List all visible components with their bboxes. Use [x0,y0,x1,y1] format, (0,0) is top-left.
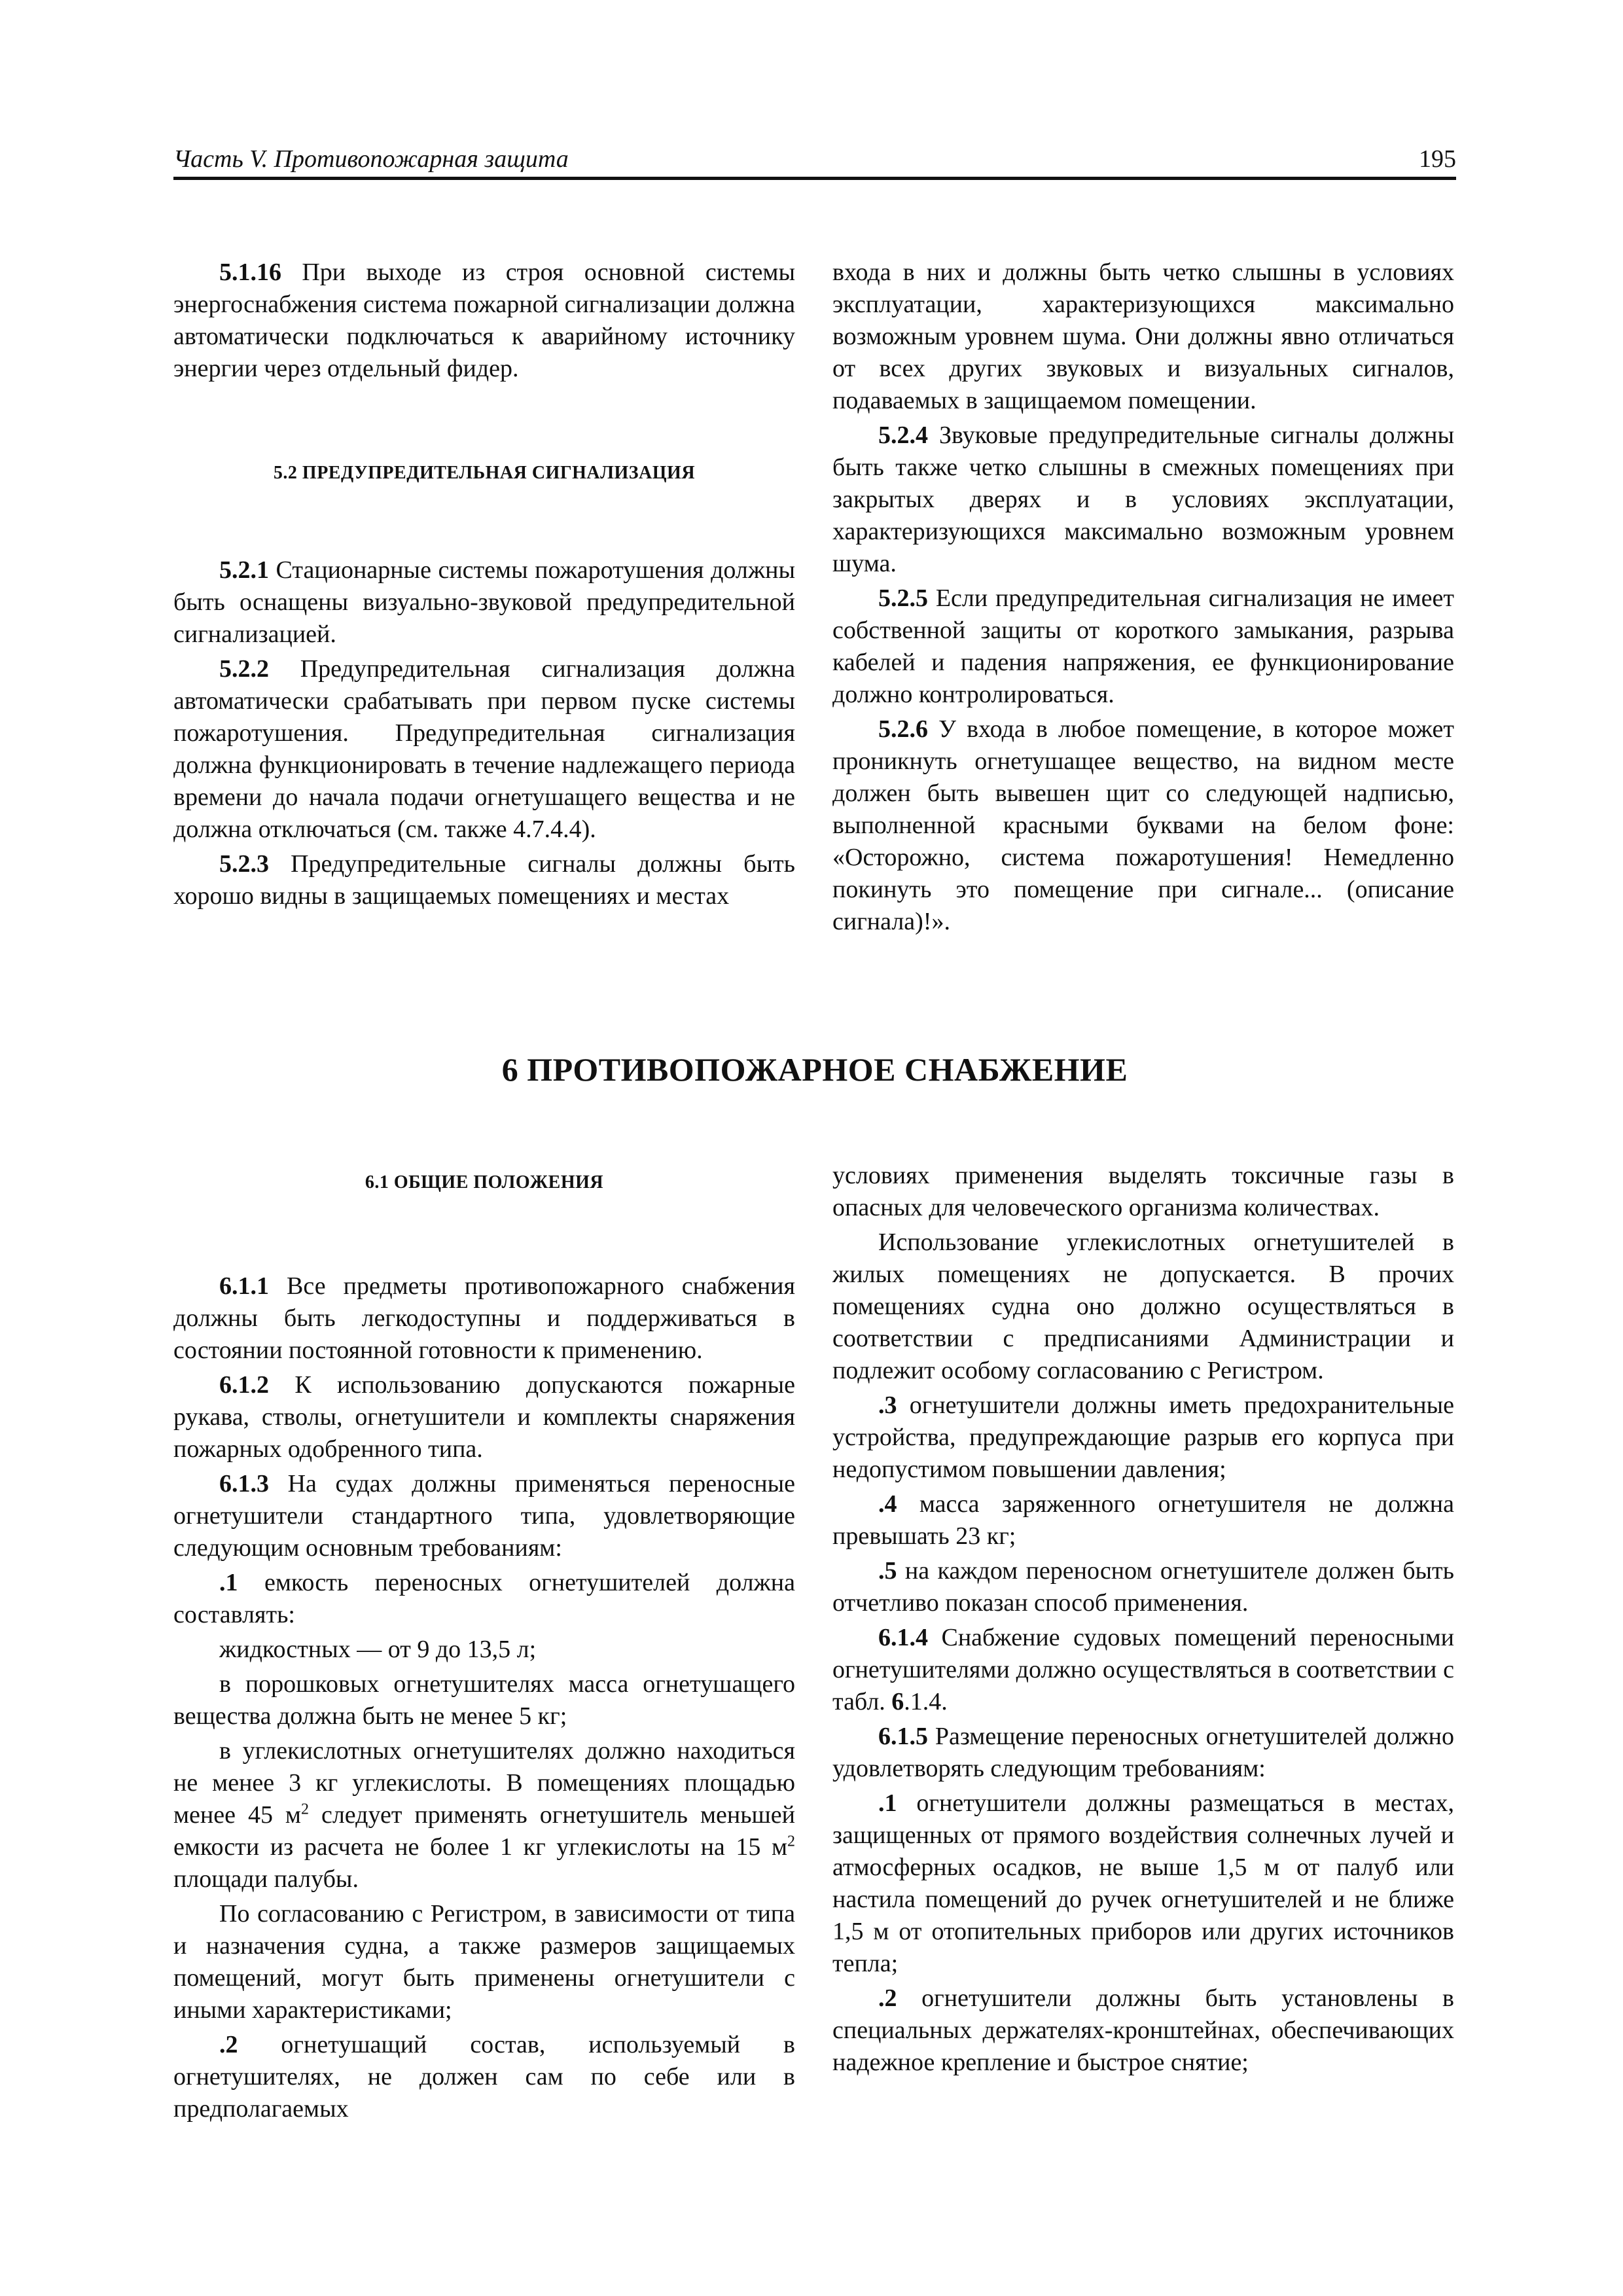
clause-number: 6.1.4 [878,1624,928,1651]
paragraph-5-2-5 [832,583,1454,711]
paragraph-5-2-3 [173,848,795,912]
item-text: огнетушители должны быть установлены в специальных держателях-кронштейнах, обеспечивающих надежное крепление и быстрое снятие; [832,1984,1454,2076]
paragraph-6-1-2 [173,1369,795,1465]
page-number: 195 [1419,145,1456,173]
item-text: емкость переносных огнетушителей должна составлять: [173,1569,795,1628]
clause-number: 5.1.16 [219,259,281,286]
clause-text: Стационарные системы пожаротушения должны быть оснащены визуально-звуковой предупредительной сигнализацией. [173,556,795,648]
item-number: .2 [219,2031,238,2058]
item-number: .2 [878,1984,897,2012]
clause-text: При выходе из строя основной системы энергоснабжения система пожарной сигнализации должна автоматически подключаться к аварийному источнику энергии через отдельный фидер. [173,259,795,382]
item-number: .4 [878,1490,897,1518]
clause-text: Предупредительная сигнализация должна автоматически срабатывать при первом пуске системы пожаротушения. Предупредительная сигнализация должна функционировать в течение надлежащего периода времени до начала подачи огнетушащего вещества и не должна отключаться (см. также 4.7.4.4). [173,655,795,843]
item-2 [173,2029,795,2125]
subsection-heading-5-2: 5.2 ПРЕДУПРЕДИТЕЛЬНАЯ СИГНАЛИЗАЦИЯ [273,463,696,483]
clause-text: .1.4. [904,1688,948,1715]
paragraph-5-2-2 [173,653,795,846]
item-text: в углекислотных огнетушителях должно находиться не менее 3 кг углекислоты. В помещениях площадью менее 45 м [173,1737,795,1829]
item-6-1-5-2 [832,1982,1454,2079]
paragraph-6-1-4 [832,1622,1454,1718]
item-4 [832,1488,1454,1552]
paragraph-5-2-3-continued: входа в них и должны быть четко слышны в условиях эксплуатации, характеризующихся максимально возможным уровнем шума. Они должны явно отличаться от всех других звуковых и визуальных сигналов, подаваемых в защищаемом помещении. [832,259,1454,414]
section5-left-column [173,257,795,912]
clause-number: 5.2.6 [878,715,928,743]
item-number: .1 [878,1789,897,1817]
clause-text: Снабжение судовых помещений переносными огнетушителями должно осуществляться в соответствии с табл. [832,1624,1454,1715]
clause-text: У входа в любое помещение, в которое может проникнуть огнетушащее вещество, на видном месте должен быть вывешен щит со следующей надписью, выполненной красными буквами на белом фоне: «Осторожно, система пожаротушения! Немедленно покинуть это помещение при сигнале... (описание сигнала)!». [832,715,1454,935]
clause-text: Если предупредительная сигнализация не имеет собственной защиты от короткого замыкания, разрыва кабелей и падения напряжения, ее функционирование должно контролироваться. [832,584,1454,708]
clause-number: 5.2.1 [219,556,269,584]
item-5 [832,1555,1454,1619]
item-text: на каждом переносном огнетушителе должен быть отчетливо показан способ применения. [832,1557,1454,1617]
clause-text: Все предметы противопожарного снабжения должны быть легкодоступны и поддерживаться в состоянии постоянной готовности к применению. [173,1272,795,1364]
item-text: масса заряженного огнетушителя не должна превышать 23 кг; [832,1490,1454,1550]
item-1-co2 [173,1735,795,1895]
paragraph-5-1-16 [173,257,795,385]
item-text: огнетушители должны размещаться в местах, защищенных от прямого воздействия солнечных лучей и атмосферных осадков, не выше 1,5 м от палуб или настила помещений до ручек огнетушителей и не ближе 1,5 м от отопительных приборов или других источников тепла; [832,1789,1454,1977]
paragraph-5-2-1 [173,554,795,651]
item-2-continued: условиях применения выделять токсичные газы в опасных для человеческого организма количествах. [832,1162,1454,1221]
item-number: .5 [878,1557,897,1585]
clause-number: 5.2.2 [219,655,269,683]
header-title: Часть V. Противопожарная защита [173,145,569,173]
clause-text: Размещение переносных огнетушителей должно удовлетворять следующим требованиям: [832,1723,1454,1782]
superscript: 2 [787,1833,795,1850]
paragraph-6-1-3 [173,1468,795,1564]
item-number: .1 [219,1569,238,1596]
paragraph-6-1-5 [832,1721,1454,1785]
item-3 [832,1390,1454,1486]
section6-left-column [173,1166,795,2125]
item-text: огнетушащий состав, используемый в огнетушителях, не должен сам по себе или в предполагаемых [173,2031,795,2123]
item-1-register: По согласованию с Регистром, в зависимости от типа и назначения судна, а также размеров защищаемых помещений, могут быть применены огнетушители с иными характеристиками; [173,1900,795,2024]
subsection-heading-6-1: 6.1 ОБЩИЕ ПОЛОЖЕНИЯ [365,1172,604,1193]
running-header [173,143,1456,175]
clause-number: 5.2.4 [878,422,928,449]
section6-right-column [832,1160,1454,2079]
item-text: следует применять огнетушитель меньшей емкости из расчета не более 1 кг углекислоты на 15 м [173,1801,796,1861]
paragraph-5-2-4 [832,420,1454,580]
clause-text: На судах должны применяться переносные огнетушители стандартного типа, удовлетворяющие следующим основным требованиям: [173,1470,795,1562]
item-1-liquid: жидкостных — от 9 до 13,5 л; [219,1636,537,1663]
item-6-1-5-1 [832,1787,1454,1980]
table-reference: 6 [891,1688,904,1715]
section5-right-column [832,257,1454,938]
clause-text: Предупредительные сигналы должны быть хорошо видны в защищаемых помещениях и местах [173,850,795,910]
clause-number: 5.2.3 [219,850,269,878]
clause-text: К использованию допускаются пожарные рукава, стволы, огнетушители и комплекты снаряжения пожарных одобренного типа. [173,1371,795,1463]
clause-text: Звуковые предупредительные сигналы должны быть также четко слышны в смежных помещениях при закрытых дверях и в условиях эксплуатации, характеризующихся максимально возможным уровнем шума. [832,422,1454,577]
item-2-co2-use: Использование углекислотных огнетушителей в жилых помещениях не допускается. В прочих помещениях судна оно должно осуществляться в соответствии с предписаниями Администрации и подлежит особому согласованию с Регистром. [832,1229,1454,1384]
clause-number: 6.1.1 [219,1272,269,1300]
paragraph-5-2-6 [832,713,1454,938]
clause-number: 6.1.2 [219,1371,269,1399]
item-text: огнетушители должны иметь предохранительные устройства, предупреждающие разрыв его корпуса при недопустимом повышении давления; [832,1391,1454,1483]
superscript: 2 [300,1801,309,1818]
paragraph-6-1-1 [173,1270,795,1367]
item-1-powder: в порошковых огнетушителях масса огнетушащего вещества должна быть не менее 5 кг; [173,1670,795,1730]
item-text: площади палубы. [173,1865,359,1893]
clause-number: 5.2.5 [878,584,928,612]
item-1 [173,1567,795,1631]
chapter-title: 6 ПРОТИВОПОЖАРНОЕ СНАБЖЕНИЕ [501,1051,1128,1088]
clause-number: 6.1.3 [219,1470,269,1498]
header-rule [173,177,1456,180]
item-number: .3 [878,1391,897,1419]
clause-number: 6.1.5 [878,1723,928,1750]
